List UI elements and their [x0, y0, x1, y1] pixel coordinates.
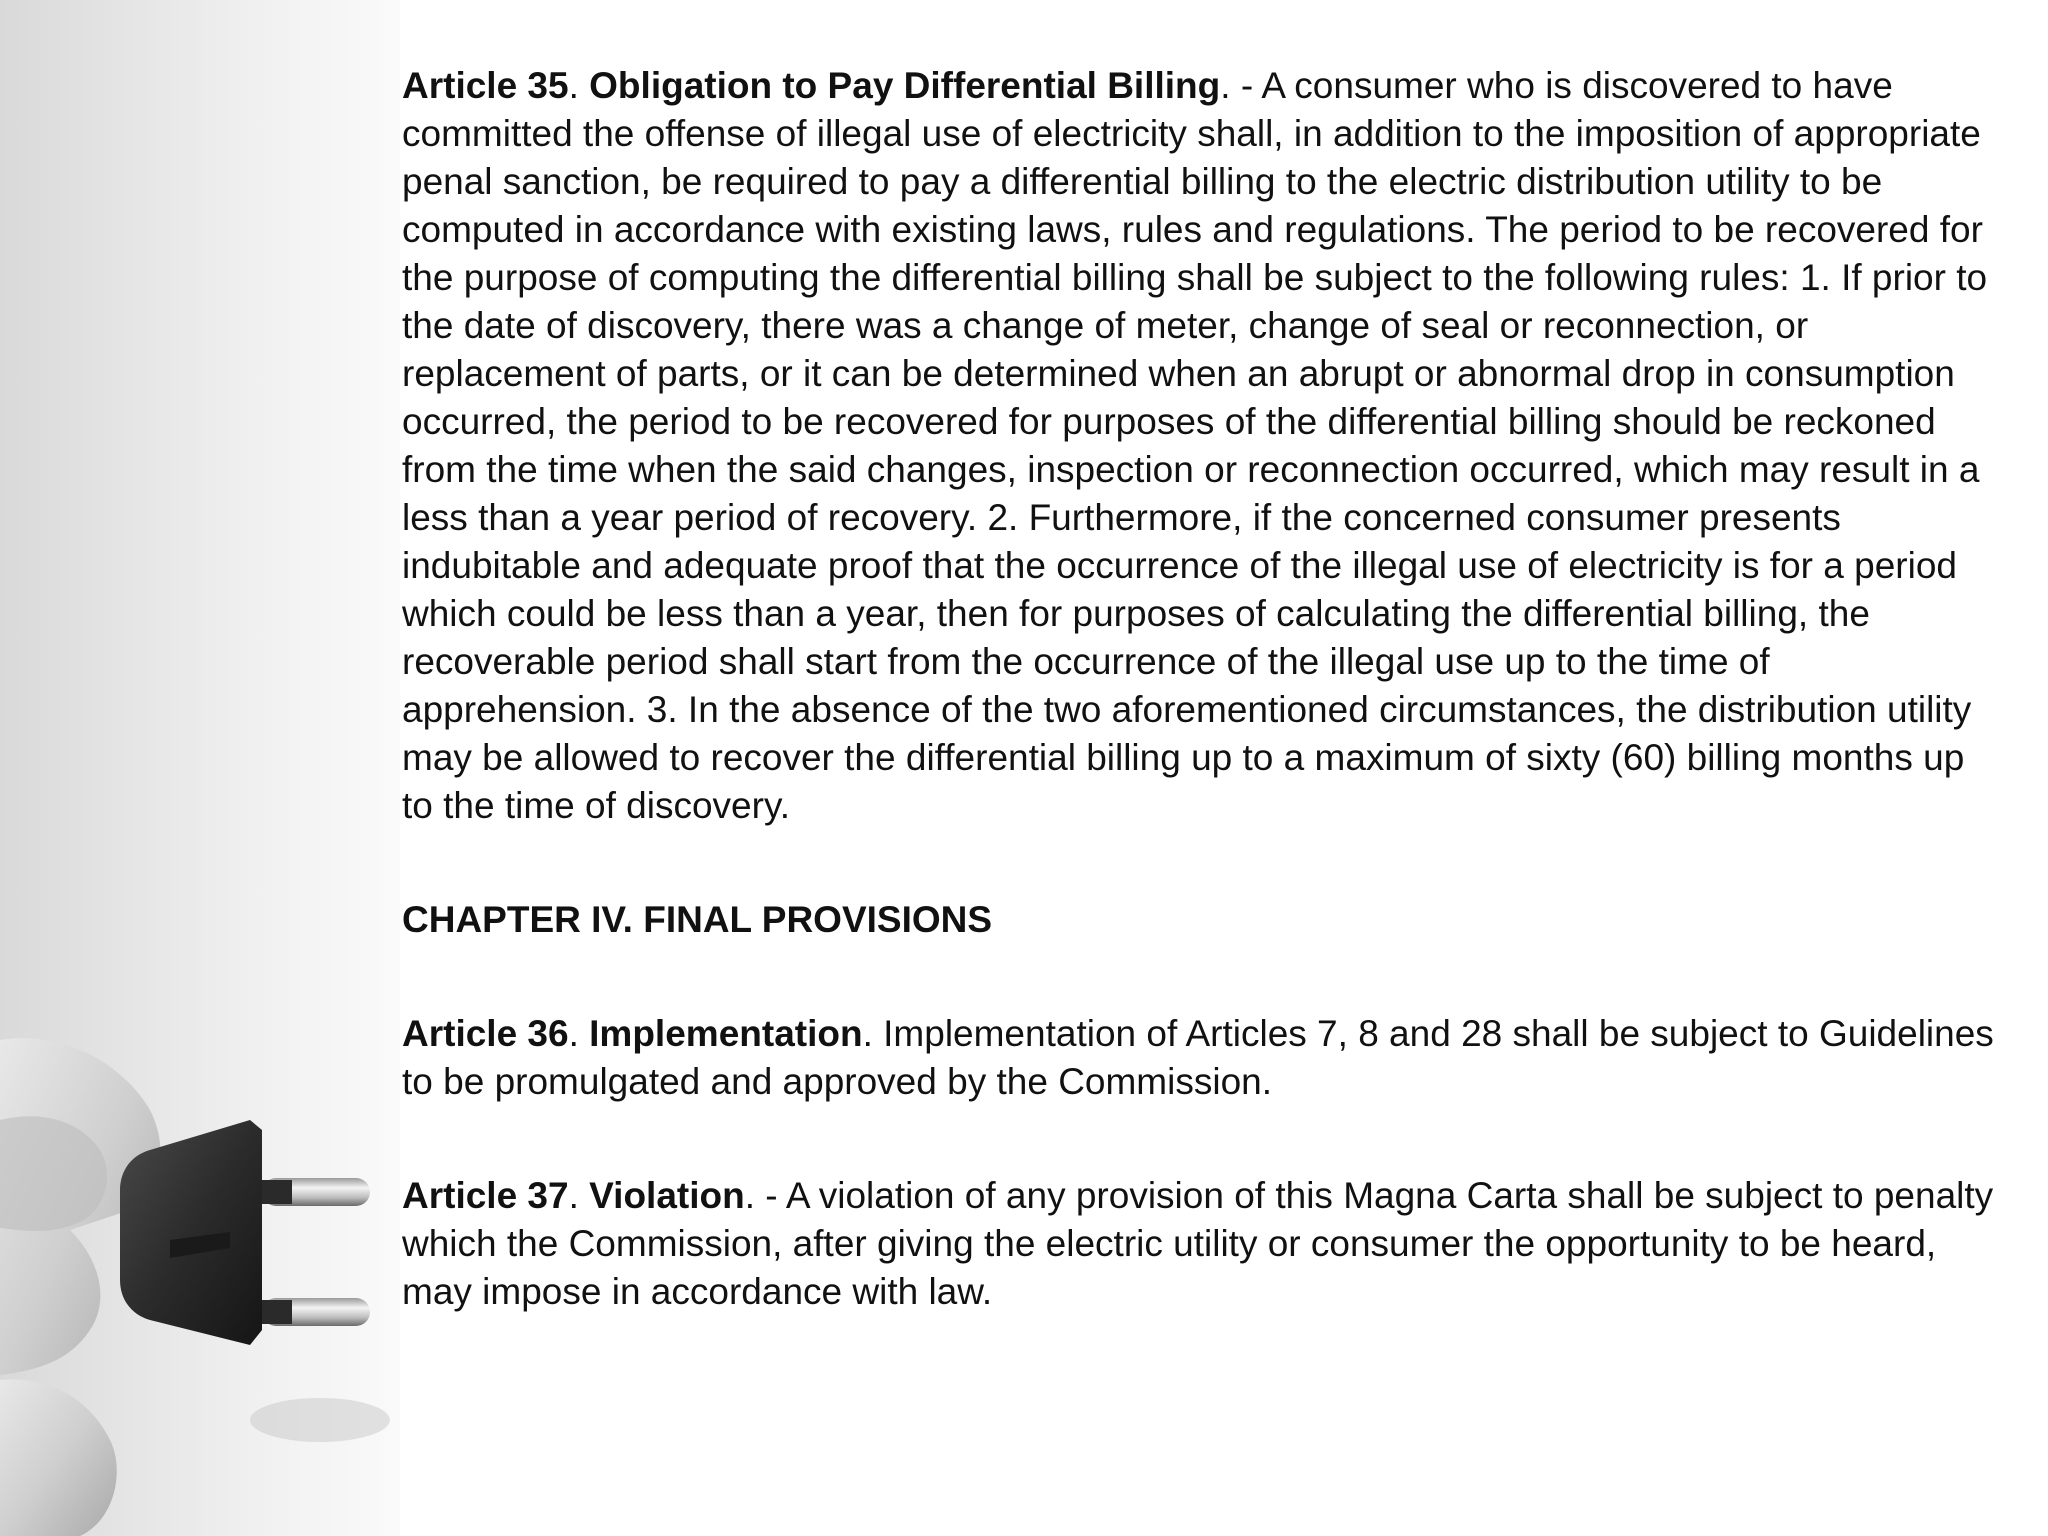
document-content — [402, 62, 2002, 1316]
article-36-title: Implementation — [589, 1013, 863, 1054]
article-35-paragraph — [402, 62, 2002, 830]
side-panel — [0, 0, 400, 1536]
article-37-label: Article 37 — [402, 1175, 569, 1216]
article-37-separator: . — [568, 1175, 590, 1216]
article-36-label: Article 36 — [402, 1013, 569, 1054]
article-36-paragraph — [402, 1010, 2002, 1106]
article-35-title: Obligation to Pay Differential Billing — [589, 65, 1221, 106]
article-37-title: Violation — [589, 1175, 745, 1216]
chapter-heading: CHAPTER IV. FINAL PROVISIONS — [402, 899, 993, 940]
hand-holding-plug-icon — [0, 0, 400, 1536]
article-35-separator: . — [568, 65, 590, 106]
article-36-body: . Implementation of Articles 7, 8 and 28 shall be subject to Guidelines to be promulgated and approved by the Commission. — [402, 1013, 1994, 1102]
article-37-paragraph — [402, 1172, 2002, 1316]
article-35-body: . - A consumer who is discovered to have committed the offense of illegal use of electricity shall, in addition to the imposition of appropriate penal sanction, be required to pay a differential billing to the electric distribution utility to be computed in accordance with existing laws, rules and regulations. The period to be recovered for the purpose of computing the differential billing shall be subject to the following rules: 1. If prior to the date of discovery, there was a change of meter, change of seal or reconnection, or replacement of parts, or it can be determined when an abrupt or abnormal drop in consumption occurred, the period to be recovered for purposes of the differential billing should be reckoned from the time when the said changes, inspection or reconnection occurred, which may result in a less than a year period of recovery. 2. Furthermore, if the concerned consumer presents indubitable and adequate proof that the occurrence of the illegal use of electricity is for a period which could be less than a year, then for purposes of calculating the differential billing, the recoverable period shall start from the occurrence of the illegal use up to the time of apprehension. 3. In the absence of the two aforementioned circumstances, the distribution utility may be allowed to recover the differential billing up to a maximum of sixty (60) billing months up to the time of discovery. — [402, 65, 1988, 826]
article-37-body: . - A violation of any provision of this Magna Carta shall be subject to penalty which the Commission, after giving the electric utility or consumer the opportunity to be heard, may impose in accordance with law. — [402, 1175, 1994, 1312]
article-36-separator: . — [568, 1013, 590, 1054]
article-35-label: Article 35 — [402, 65, 569, 106]
